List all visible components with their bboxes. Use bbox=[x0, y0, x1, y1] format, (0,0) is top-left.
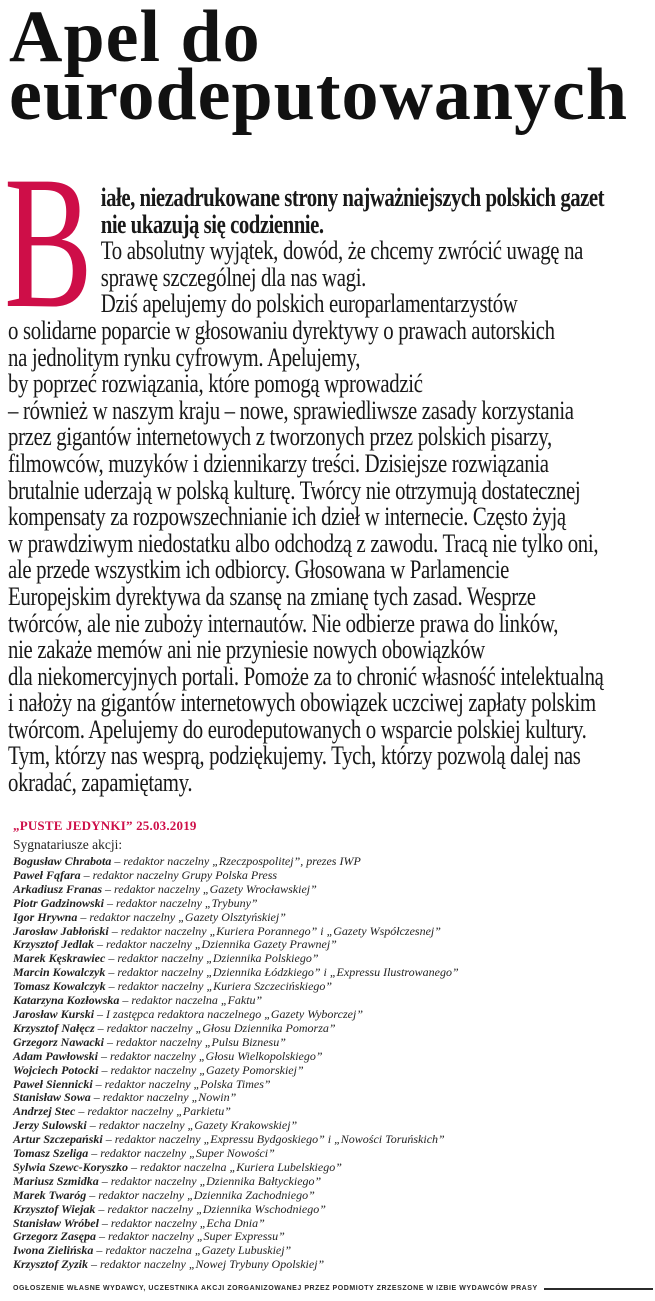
signatory-row bbox=[13, 1064, 459, 1078]
signatory-row bbox=[13, 1119, 459, 1133]
signatory-role: – redaktor naczelny „Kuriera Szczecińskiego” bbox=[105, 979, 333, 994]
signatory-role: – redaktor naczelny „Gazety Pomorskiej” bbox=[98, 1062, 304, 1077]
signatory-row bbox=[13, 980, 459, 994]
signatory-row bbox=[13, 1008, 459, 1022]
signatory-name: Krzysztof Zyzik bbox=[13, 1257, 88, 1272]
signatory-role: – redaktor naczelny „Polska Times” bbox=[92, 1076, 271, 1091]
signatory-name: Piotr Gadzinowski bbox=[13, 895, 105, 910]
article-line: Tym, którzy nas wesprą, podziękujemy. Tych, którzy pozwolą dalej nas bbox=[8, 741, 581, 771]
signatory-role: – redaktor naczelny „Gazety Olsztyńskiej” bbox=[77, 909, 286, 924]
signatory-row bbox=[13, 1050, 459, 1064]
signatory-row bbox=[13, 1203, 459, 1217]
signatory-row bbox=[13, 911, 459, 925]
campaign-section bbox=[13, 818, 459, 1272]
article-line: dla niekomercyjnych portali. Pomoże za to chronić własność intelektualną bbox=[8, 661, 604, 691]
signatory-role: – redaktor naczelny „Pulsu Biznesu” bbox=[104, 1034, 286, 1049]
signatory-name: Tomasz Kowalczyk bbox=[13, 979, 106, 994]
signatory-name: Igor Hrywna bbox=[13, 909, 78, 924]
signatory-name: Sylwia Szewc-Koryszko bbox=[13, 1159, 129, 1174]
signatory-name: Marek Kęskrawiec bbox=[13, 951, 106, 966]
signatory-role: – I zastępca redaktora naczelnego „Gazety Wyborczej” bbox=[94, 1006, 363, 1021]
article-line: przez gigantów internetowych z tworzonych przez polskich pisarzy, bbox=[8, 422, 552, 452]
signatory-name: Iwona Zielińska bbox=[13, 1243, 94, 1258]
signatory-name: Grzegorz Zasępa bbox=[13, 1229, 96, 1244]
article-line: by poprzeć rozwiązania, które pomogą wprowadzić bbox=[8, 369, 423, 399]
article-line: iałe, niezadrukowane strony najważniejszych polskich gazet bbox=[100, 183, 605, 212]
signatory-name: Jerzy Sulowski bbox=[13, 1118, 87, 1133]
article-line: twórców, ale nie zuboży internautów. Nie odbierze prawa do linków, bbox=[8, 608, 559, 638]
footer-rule bbox=[544, 1288, 653, 1290]
signatory-role: – redaktor naczelny „Nowin” bbox=[90, 1090, 237, 1105]
signatory-row bbox=[13, 1022, 459, 1036]
signatory-row bbox=[13, 1133, 459, 1147]
article-line: Dziś apelujemy do polskich europarlamentarzystów bbox=[100, 289, 518, 319]
signatory-name: Grzegorz Nawacki bbox=[13, 1034, 105, 1049]
signatory-row bbox=[13, 1105, 459, 1119]
signatory-role: – redaktor naczelny „Głosu Wielkopolskiego” bbox=[98, 1048, 323, 1063]
signatory-row bbox=[13, 883, 459, 897]
article-line: brutalnie uderzają w polską kulturę. Twórcy nie otrzymują dostatecznej bbox=[8, 475, 581, 505]
signatory-row bbox=[13, 966, 459, 980]
signatory-role: – redaktor naczelny „Super Expressu” bbox=[96, 1229, 285, 1244]
signatory-role: – redaktor naczelna „Faktu” bbox=[119, 993, 263, 1008]
signatory-role: – redaktor naczelny „Echa Dnia” bbox=[98, 1215, 265, 1230]
signatory-name: Adam Pawłowski bbox=[13, 1048, 99, 1063]
signatory-row bbox=[13, 869, 459, 883]
signatory-name: Artur Szczepański bbox=[13, 1132, 103, 1147]
signatory-name: Arkadiusz Franas bbox=[13, 881, 103, 896]
page-title-line1: Apel do bbox=[9, 0, 261, 78]
article-line: na jednolitym rynku cyfrowym. Apelujemy, bbox=[8, 342, 361, 372]
signatory-role: – redaktor naczelna „Gazety Lubuskiej” bbox=[93, 1243, 292, 1258]
article-line: nie zakaże memów ani nie przyniesie nowych obowiązków bbox=[8, 635, 485, 665]
campaign-heading: „PUSTE JEDYNKI” 25.03.2019 bbox=[13, 818, 197, 833]
signatory-row bbox=[13, 1036, 459, 1050]
signatory-row bbox=[13, 1091, 459, 1105]
signatory-row bbox=[13, 1147, 459, 1161]
signatory-name: Jarosław Jabłoński bbox=[13, 923, 109, 938]
signatories-label: Sygnatariusze akcji: bbox=[13, 837, 123, 852]
article-body bbox=[8, 185, 655, 797]
signatory-name: Bogusław Chrabota bbox=[13, 854, 112, 868]
signatory-role: – redaktor naczelny „Dziennika Polskiego” bbox=[105, 951, 319, 966]
article-line: o solidarne poparcie w głosowaniu dyrektywy o prawach autorskich bbox=[8, 315, 555, 345]
signatory-role: – redaktor naczelny „Parkietu” bbox=[75, 1104, 231, 1119]
signatory-row bbox=[13, 938, 459, 952]
signatory-role: – redaktor naczelny „Gazety Wrocławskiej” bbox=[102, 881, 317, 896]
article-line: To absolutny wyjątek, dowód, że chcemy zwrócić uwagę na bbox=[100, 236, 584, 266]
article-line: kompensaty za rozpowszechnianie ich dzieł w internecie. Często żyją bbox=[8, 502, 566, 532]
signatory-row bbox=[13, 1258, 459, 1272]
signatory-row bbox=[13, 1175, 459, 1189]
signatory-role: – redaktor naczelny „Dziennika Gazety Prawnej” bbox=[94, 937, 337, 952]
article-line: w prawdziwym niedostatku albo odchodzą z zawodu. Tracą nie tylko oni, bbox=[8, 528, 599, 558]
signatory-role: – redaktor naczelny „Dziennika Wschodniego” bbox=[95, 1201, 326, 1216]
signatory-role: – redaktor naczelny „Dziennika Łódzkiego” i „Expressu Ilustrowanego” bbox=[105, 965, 459, 980]
signatory-name: Paweł Fąfara bbox=[13, 867, 81, 882]
article-line: Europejskim dyrektywa da szansę na zmianę tych zasad. Wesprze bbox=[8, 581, 536, 611]
signatory-row bbox=[13, 994, 459, 1008]
signatory-row bbox=[13, 952, 459, 966]
signatory-role: – redaktor naczelny „Trybuny” bbox=[104, 895, 258, 910]
signatory-role: – redaktor naczelny „Super Nowości” bbox=[88, 1146, 275, 1161]
publisher-notice-text: OGŁOSZENIE WŁASNE WYDAWCY, UCZESTNIKA AKCJI ZORGANIZOWANEJ PRZEZ PODMIOTY ZRZESZONE W IZBIE WYDAWCÓW PRASY bbox=[13, 1285, 538, 1292]
signatory-name: Stanisław Wróbel bbox=[13, 1215, 99, 1230]
article-line: filmowców, muzyków i dziennikarzy treści. Dzisiejsze rozwiązania bbox=[8, 448, 549, 478]
article-line: okradać, zapamiętamy. bbox=[8, 768, 193, 798]
signatory-name: Stanisław Sowa bbox=[13, 1090, 91, 1105]
signatory-row bbox=[13, 1161, 459, 1175]
signatory-name: Krzysztof Wiejak bbox=[13, 1201, 96, 1216]
signatory-name: Krzysztof Jedlak bbox=[13, 937, 94, 952]
signatory-name: Jarosław Kurski bbox=[13, 1006, 95, 1021]
article-line: i nałoży na gigantów internetowych obowiązek uczciwej zapłaty polskim bbox=[8, 688, 596, 718]
signatory-role: – redaktor naczelny „Expressu Bydgoskiego” i „Nowości Toruńskich” bbox=[102, 1132, 445, 1147]
article-line: – również w naszym kraju – nowe, sprawiedliwsze zasady korzystania bbox=[8, 395, 574, 425]
signatories-list bbox=[13, 855, 459, 1272]
signatory-name: Mariusz Szmidka bbox=[13, 1173, 99, 1188]
signatory-name: Krzysztof Nałęcz bbox=[13, 1020, 95, 1035]
signatory-role: – redaktor naczelny „Rzeczpospolitej”, prezes IWP bbox=[111, 854, 361, 868]
page-title-line2: eurodeputowanych bbox=[9, 54, 629, 136]
signatory-row bbox=[13, 1230, 459, 1244]
signatory-row bbox=[13, 1244, 459, 1258]
page-title bbox=[9, 0, 629, 136]
signatory-name: Tomasz Szeliga bbox=[13, 1146, 89, 1161]
signatory-row bbox=[13, 1217, 459, 1231]
signatory-row bbox=[13, 897, 459, 911]
signatory-role: – redaktor naczelna „Kuriera Lubelskiego” bbox=[128, 1159, 342, 1174]
signatory-name: Katarzyna Kozłowska bbox=[13, 993, 120, 1008]
article-line: nie ukazują się codziennie. bbox=[100, 209, 324, 239]
signatory-role: – redaktor naczelny „Dziennika Bałtyckiego” bbox=[98, 1173, 322, 1188]
signatory-name: Marcin Kowalczyk bbox=[13, 965, 106, 980]
signatory-name: Wojciech Potocki bbox=[13, 1062, 99, 1077]
article-line: sprawę szczególnej dla nas wagi. bbox=[100, 262, 367, 292]
signatory-role: – redaktor naczelny „Dziennika Zachodniego” bbox=[86, 1187, 315, 1202]
drop-cap-letter: B bbox=[4, 138, 93, 348]
signatory-role: – redaktor naczelny „Głosu Dziennika Pomorza” bbox=[94, 1020, 336, 1035]
signatory-row bbox=[13, 925, 459, 939]
signatory-name: Paweł Siennicki bbox=[13, 1076, 93, 1091]
signatory-name: Andrzej Stec bbox=[13, 1104, 76, 1119]
publisher-notice bbox=[13, 1285, 653, 1292]
signatory-row bbox=[13, 1189, 459, 1203]
signatory-role: – redaktor naczelny „Kuriera Porannego” i „Gazety Współczesnej” bbox=[108, 923, 441, 938]
signatory-role: – redaktor naczelny „Nowej Trybuny Opolskiej” bbox=[88, 1257, 325, 1272]
article-line: twórcom. Apelujemy do eurodeputowanych o wsparcie polskiej kultury. bbox=[8, 714, 587, 744]
signatory-role: – redaktor naczelny Grupy Polska Press bbox=[80, 867, 278, 882]
article-line: ale przede wszystkim ich odbiorcy. Głosowana w Parlamencie bbox=[8, 555, 510, 585]
signatory-row bbox=[13, 1078, 459, 1092]
signatory-row bbox=[13, 855, 459, 869]
signatory-role: – redaktor naczelny „Gazety Krakowskiej” bbox=[86, 1118, 298, 1133]
signatory-name: Marek Twaróg bbox=[13, 1187, 87, 1202]
